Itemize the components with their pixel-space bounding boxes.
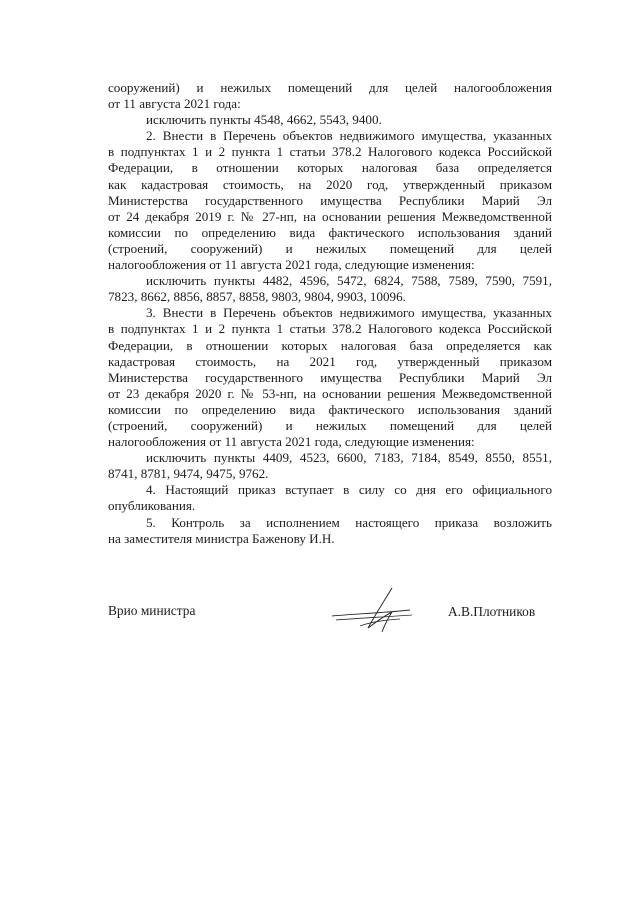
text-line: (строений, сооружений) и нежилых помещений для целей — [108, 417, 552, 433]
signatory-name: А.В.Плотников — [448, 604, 536, 619]
text-line: от 11 августа 2021 года: — [108, 96, 241, 112]
text-line: Министерства государственного имущества Республики Марий Эл — [108, 369, 552, 385]
text-line: в подпунктах 1 и 2 пункта 1 статьи 378.2 Налогового кодекса Российской — [108, 144, 552, 160]
text-line: налогообложения от 11 августа 2021 года, следующие изменения: — [108, 434, 475, 450]
text-line: Федерации, в отношении которых налоговая база определяется — [108, 160, 552, 176]
text-line: исключить пункты 4482, 4596, 5472, 6824, 7588, 7589, 7590, 7591, — [146, 273, 552, 289]
text-line: в подпунктах 1 и 2 пункта 1 статьи 378.2 Налогового кодекса Российской — [108, 321, 552, 337]
text-line: исключить пункты 4548, 4662, 5543, 9400. — [146, 112, 382, 128]
text-line: на заместителя министра Баженову И.Н. — [108, 530, 335, 546]
text-line: комиссии по определению вида фактического использования зданий — [108, 224, 552, 240]
text-line: исключить пункты 4409, 4523, 6600, 7183, 7184, 8549, 8550, 8551, — [146, 450, 552, 466]
text-line: 7823, 8662, 8856, 8857, 8858, 9803, 9804, 9903, 10096. — [108, 289, 406, 305]
text-line: комиссии по определению вида фактического использования зданий — [108, 401, 552, 417]
text-line: сооружений) и нежилых помещений для целей налогообложения — [108, 80, 552, 95]
text-line: 2. Внести в Перечень объектов недвижимого имущества, указанных — [146, 128, 552, 144]
text-line: налогообложения от 11 августа 2021 года, следующие изменения: — [108, 257, 475, 273]
document-body — [108, 80, 552, 547]
signatory-role: Врио министра — [108, 603, 196, 618]
text-line: кадастровая стоимость, на 2021 год, утвержденный приказом — [108, 353, 552, 369]
text-line: (строений, сооружений) и нежилых помещений для целей — [108, 240, 552, 256]
handwritten-signature — [330, 582, 430, 640]
text-line: 4. Настоящий приказ вступает в силу со дня его официального — [146, 482, 552, 498]
text-line: Федерации, в отношении которых налоговая база определяется как — [108, 337, 552, 353]
text-line: Министерства государственного имущества Республики Марий Эл — [108, 192, 552, 208]
text-line: 5. Контроль за исполнением настоящего приказа возложить — [146, 514, 552, 530]
text-line: 3. Внести в Перечень объектов недвижимого имущества, указанных — [146, 305, 552, 321]
text-line: опубликования. — [108, 498, 196, 514]
text-line: от 23 декабря 2020 г. № 53-нп, на основании решения Межведомственной — [108, 385, 552, 401]
text-line: от 24 декабря 2019 г. № 27-нп, на основании решения Межведомственной — [108, 208, 552, 224]
text-line: 8741, 8781, 9474, 9475, 9762. — [108, 466, 269, 482]
text-line: как кадастровая стоимость, на 2020 год, утвержденный приказом — [108, 176, 552, 192]
